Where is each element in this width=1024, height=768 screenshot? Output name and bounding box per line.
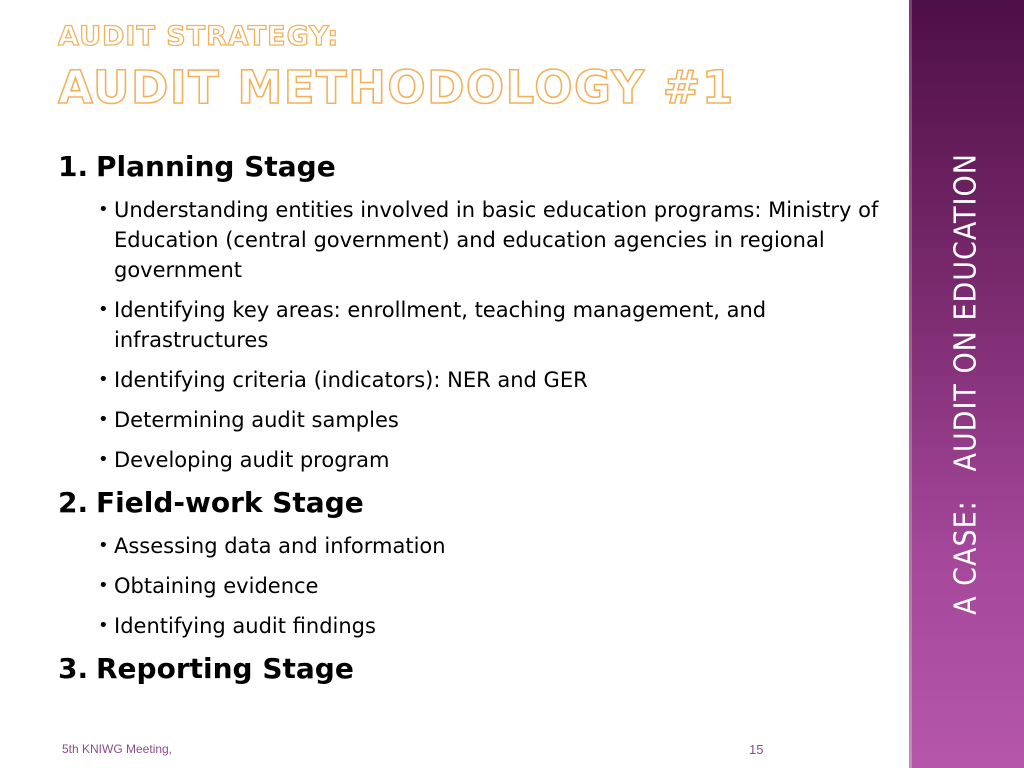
- bullet-list: [58, 531, 908, 641]
- bullet-item: • Developing audit program: [58, 445, 908, 475]
- stage-heading: [58, 486, 908, 520]
- stage-section: [58, 486, 908, 641]
- slide-title: AUDIT METHODOLOGY #1: [58, 61, 735, 114]
- stage-label: Reporting Stage: [96, 652, 354, 685]
- bullet-item: • Identifying audit findings: [58, 611, 908, 641]
- bullet-item: • Understanding entities involved in basic education programs: Ministry of Education (central government) and education agencies in regional government: [58, 195, 908, 285]
- bullet-item: • Identifying criteria (indicators): NER and GER: [58, 365, 908, 395]
- stage-number: 3.: [58, 652, 89, 685]
- stage-heading: [58, 150, 908, 184]
- stage-section: [58, 652, 908, 686]
- stage-label: Field-work Stage: [96, 486, 364, 519]
- stage-section: [58, 150, 908, 475]
- slide-number: 15: [749, 742, 764, 757]
- bullet-item: • Determining audit samples: [58, 405, 908, 435]
- slide-content: [58, 150, 908, 686]
- stage-heading: [58, 652, 908, 686]
- footer-meeting-text: 5th KNIWG Meeting,: [62, 742, 173, 756]
- bullet-item: • Assessing data and information: [58, 531, 908, 561]
- stage-label: Planning Stage: [96, 150, 336, 183]
- bullet-item: • Obtaining evidence: [58, 571, 908, 601]
- bullet-list: [58, 195, 908, 475]
- sidebar-vertical-title: A CASE: AUDIT ON EDUCATION: [948, 153, 984, 615]
- slide-subtitle: AUDIT STRATEGY:: [58, 21, 340, 52]
- stage-number: 1.: [58, 150, 89, 183]
- bullet-item: • Identifying key areas: enrollment, teaching management, and infrastructures: [58, 295, 908, 355]
- stage-number: 2.: [58, 486, 89, 519]
